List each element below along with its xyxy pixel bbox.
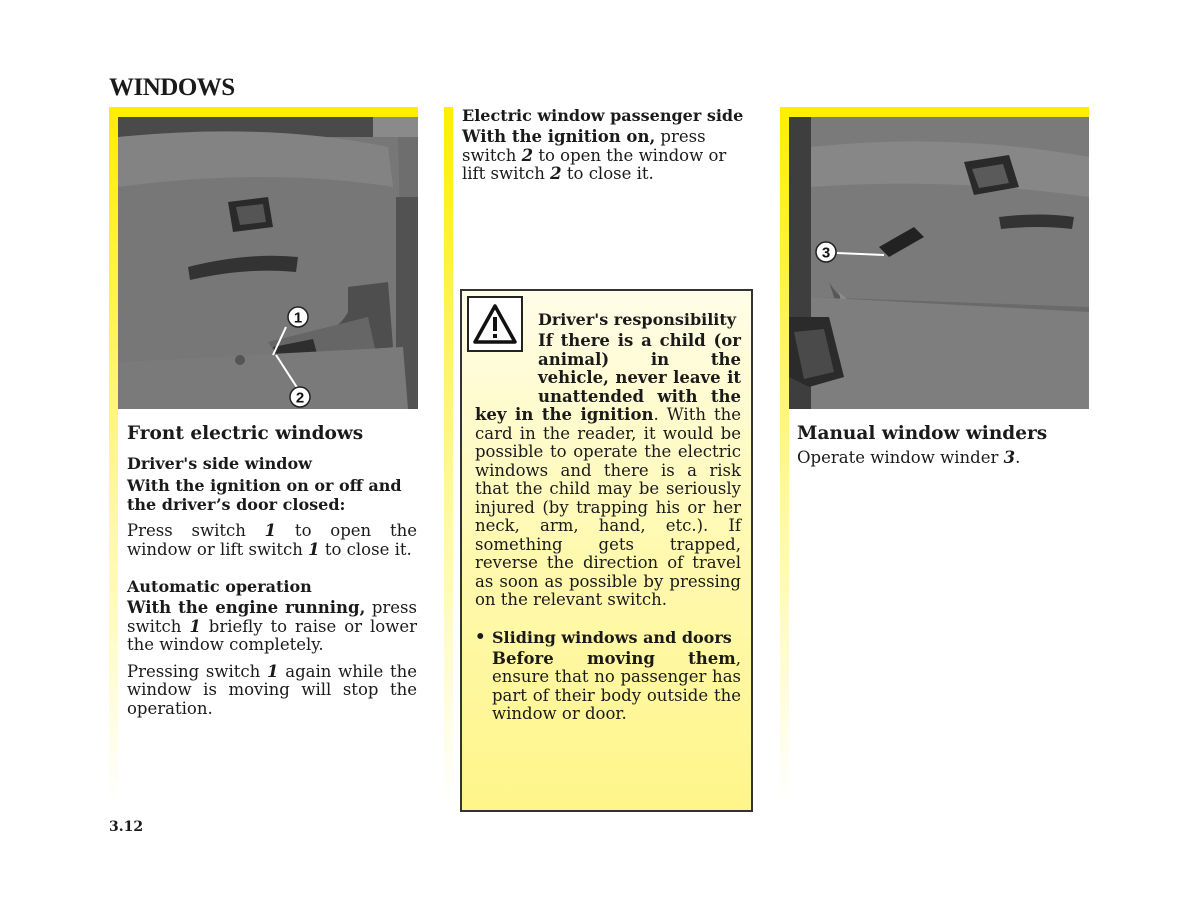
condition-text: With the ignition on or off and the driver’s door closed: — [127, 476, 402, 514]
callout-1-label: 1 — [293, 309, 303, 327]
manual-winder-photo — [789, 117, 1089, 409]
paragraph: Pressing switch 1 again while the window is moving will stop the operation. — [127, 661, 418, 718]
callout-2-label: 2 — [295, 389, 305, 407]
warning-bold-lead: If there is a child (or animal) in the vehicle, never leave it unattended with the key in the ignition — [475, 331, 741, 424]
subsection-heading: Driver's side window — [127, 454, 312, 473]
section-heading: Front electric windows — [127, 423, 364, 444]
page-title: WINDOWS — [109, 74, 235, 101]
bullet-icon: • — [475, 626, 486, 646]
bullet-title: Sliding windows and doors — [492, 627, 732, 647]
paragraph: Press switch 1 to open the window or lift switch 1 to close it. — [127, 521, 417, 559]
subsection-heading: Electric window passenger side — [462, 106, 744, 125]
warning-body-text: . With the card in the reader, it would be possible to operate the electric windows and there is a risk that the child may be seriously injured (by trapping his or her neck, arm, hand, etc.). If something gets trapped, reverse the direction of travel as soon as possible by pressing on the relevant switch. — [475, 405, 742, 609]
bullet-text: Before moving them, ensure that no passenger has part of their body outside the window or door. — [492, 648, 741, 723]
left-column-text — [127, 423, 417, 726]
subsection-heading: Automatic operation — [127, 577, 312, 596]
section-heading: Manual window winders — [797, 423, 1048, 444]
warning-title: Driver's responsibility — [538, 310, 737, 329]
warning-box — [460, 289, 753, 812]
middle-column-text — [462, 106, 754, 184]
column-accent-bar — [109, 107, 118, 807]
right-column-text — [797, 423, 1087, 468]
column-accent-bar — [444, 107, 453, 807]
driver-door-photo — [118, 117, 418, 409]
page-number: 3.12 — [109, 819, 144, 835]
paragraph: With the ignition on, press switch 2 to open the window or lift switch 2 to close it. — [462, 127, 727, 183]
warning-bullet — [475, 628, 741, 724]
paragraph: With the engine running, press switch 1 briefly to raise or lower the window completely. — [127, 598, 417, 654]
paragraph: Operate window winder 3. — [797, 448, 1021, 467]
column-accent-bar — [780, 107, 789, 807]
warning-body — [475, 332, 741, 724]
column-accent-bar — [780, 107, 1089, 117]
callout-3-label: 3 — [821, 244, 831, 262]
